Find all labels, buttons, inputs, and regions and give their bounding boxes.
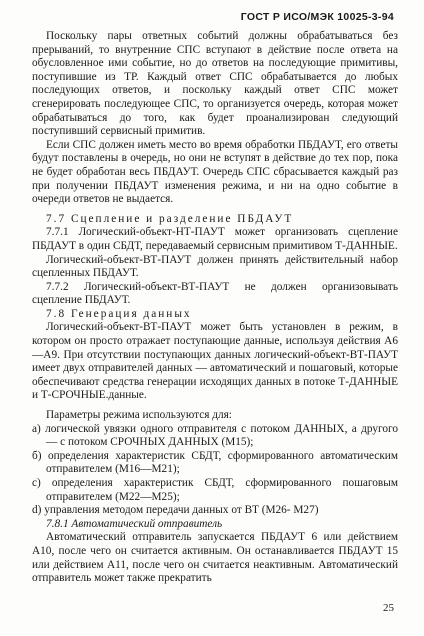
paragraph: 7.7.1 Логический-объект-НТ-ПАУТ может организовать сцепление ПБДАУТ в один СБДТ, передаваемый сервисным примитивом Т-ДАННЫЕ.	[32, 226, 398, 252]
paragraph: Параметры режима используются для:	[46, 409, 232, 422]
subsection-heading: 7.8.1 Автоматический отправитель	[46, 517, 223, 530]
paragraph: Если СПС должен иметь место во время обработки ПБДАУТ, его ответы будут поставлены в очередь, но они не вступят в действие до тех пор, пока не будет обработан весь ПБДАУТ. Очередь СПС сбрасывается каждый раз при получении ПБДАУТ изменения режима, и ни на одно событие в очереди ответов не выдается.	[32, 138, 398, 206]
page-header: ГОСТ Р ИСО/МЭК 10025-3-94	[240, 11, 394, 23]
paragraph: Логический-объект-ВТ-ПАУТ может быть установлен в режим, в котором он просто отражает поступающие данные, используя действия А6—А9. При отсутствии поступающих данных логический-объект-ВТ-ПАУТ имеет двух отправителей данных — автоматический и пошаговый, которые обеспечивают средства генерации исходящих данных в потоке Т-ДАННЫЕ и Т-СРОЧНЫЕ.данные.	[32, 321, 398, 402]
page-number: 25	[383, 602, 394, 614]
list-item: с) определения характеристик СБДТ, сформированного пошаговым отправителем (М22—М25);	[32, 477, 398, 503]
paragraph: Автоматический отправитель запускается ПБДАУТ 6 или действием А10, после чего он считается активным. Он останавливается ПБДАУТ 15 или действием А11, после чего он считается неактивным. Автоматический отправитель может также прекратить	[32, 531, 398, 585]
page-body	[32, 30, 398, 586]
parameter-list	[32, 423, 398, 518]
paragraph: 7.7.2 Логический-объект-ВТ-ПАУТ не должен организовывать сцепление ПБДАУТ.	[32, 280, 398, 307]
paragraph: Логический-объект-ВТ-ПАУТ должен принять действительный набор сцепленных ПБДАУТ.	[32, 253, 398, 280]
paragraph: Поскольку пары ответных событий должны обрабатываться без прерываний, то внутренние СПС вступают в действие после ответа на обусловленное ими событие, но до ответов на последующие примитивы, поступившие из ТР. Каждый ответ СПС обрабатывается до любых последующих ответов, и поскольку каждый ответ СПС может сгенерировать последующее СПС, то организуется очередь, которая может обрабатываться до того, как будет проанализирован следующий поступивший сервисный примитив.	[32, 30, 398, 138]
list-item: d) управления методом передачи данных от ВТ (М26- М27)	[32, 504, 319, 517]
list-item: а) логической увязки одного отправителя с потоком ДАННЫХ, а другого — с потоком СРОЧНЫХ ДАННЫХ (М15);	[32, 422, 398, 449]
list-item: б) определения характеристик СБДТ, сформированного автоматическим отправителем (М16—М21);	[32, 449, 398, 476]
section-heading: 7.7 Сцепление и разделение ПБДАУТ	[46, 212, 294, 225]
section-heading: 7.8 Генерация данных	[46, 307, 192, 320]
